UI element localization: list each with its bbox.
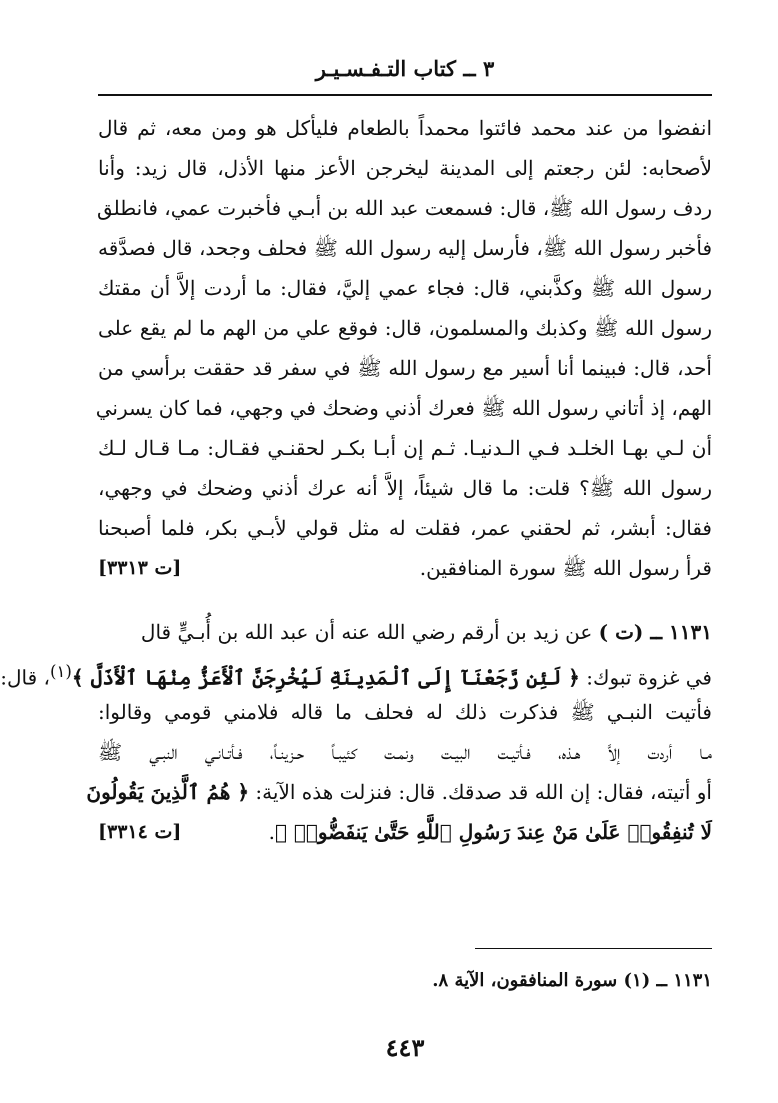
text-line: لأصحابه: لئن رجعتم إلى المدينة ليخرجن الأعز منها الأذل، قال زيد: وأنا — [98, 156, 712, 180]
text-line: الهم، إذ أتاني رسول الله ﷺ فعرك أذني وضحك في وجهي، فما كان يسرني — [95, 396, 712, 420]
hadith-text: ، قال: — [0, 665, 50, 690]
text-line: ردف رسول الله ﷺ، قال: فسمعت عبد الله بن أبـي فأخبرت عمي، فانطلق — [96, 196, 712, 220]
text-line: مـا أردت إلاَّ هـذه، فـأتيـت البيـت ونمـت كئيبـاً حـزينـاً، فـأتـانـي النبـي ﷺ — [98, 740, 712, 764]
hadith-1131-line — [98, 812, 712, 852]
hadith-text: أو أتيته، فقال: إن الله قد صدقك. قال: فنزلت هذه الآية: — [249, 780, 712, 804]
quran-verse: ﴿ لَئِن رَّجَعْنَآ إِلَى ٱلْمَدِينَةِ لَيُخْرِجَنَّ ٱلْأَعَزُّ مِنْهَا ٱلْأَذَلَّ ﴾ — [71, 665, 580, 690]
quran-verse: ﴿ هُمُ ٱلَّذِينَ يَقُولُونَ — [86, 780, 250, 804]
hadith-text: عن زيد بن أرقم رضي الله عنه أن عبد الله بن أُبـيٍّ قال — [140, 620, 599, 644]
hadith-1131-opening — [98, 612, 712, 652]
hadith-text: في غزوة تبوك: — [579, 665, 712, 690]
text-line: رسول الله ﷺ وكذبك والمسلمون، قال: فوقع علي من الهم ما لم يقع على — [98, 316, 712, 340]
running-header: ٣ ــ كتاب التـفـسـيـر — [315, 56, 495, 81]
text-line-last: قرأ رسول الله ﷺ سورة المنافقين. — [419, 556, 712, 580]
hadith-number: ١١٣١ ــ (ت ) — [598, 620, 712, 644]
text-line: فقال: أبشر، ثم لحقني عمر، فقلت له مثل قولي لأبـي بكر، فلما أصبحنا — [98, 516, 712, 540]
citation-tirmidhi-3314: [ت ٣٣١٤] — [98, 821, 182, 843]
text-line: انفضوا من عند محمد فائتوا محمداً بالطعام فليأكل هو ومن معه، ثم قال — [98, 116, 712, 140]
page-number: ٤٤٣ — [385, 1033, 425, 1062]
text-line: فأتيت النبـي ﷺ فذكرت ذلك له فحلف ما قاله فلامني قومي وقالوا: — [98, 700, 712, 724]
text-line: أن لـي بهـا الخلـد فـي الـدنيـا. ثـم إن أبـا بكـر لحقنـي فقـال: مـا قـال لـك — [98, 436, 712, 460]
footnote-marker: (١) — [49, 662, 72, 681]
footnote-rule — [475, 948, 712, 949]
text-line: رسول الله ﷺ؟ قلت: ما قال شيئاً، إلاَّ أنه عرك أذني وضحك في وجهي، — [98, 476, 712, 500]
citation-tirmidhi-3313: [ت ٣٣١٣] — [98, 557, 182, 579]
quran-verse: لَا تُنفِقُوا۟ عَلَىٰ مَنْ عِندَ رَسُولِ ٱللَّهِ حَتَّىٰ يَنفَضُّوا۟ ﴾ — [274, 820, 712, 844]
text-line: فأخبر رسول الله ﷺ، فأرسل إليه رسول الله ﷺ فحلف وجحد، قال فصدَّقه — [98, 236, 712, 260]
text-line: رسول الله ﷺ وكذَّبني، قال: فجاء عمي إليَّ، فقال: ما أردت إلاَّ أن مقتك — [98, 276, 712, 300]
header-rule — [98, 94, 712, 96]
hadith-text: . — [268, 820, 275, 844]
hadith-1131-line — [86, 772, 712, 812]
hadith-1131-line — [0, 652, 712, 692]
footnote: ١١٣١ ــ (١) سورة المنافقون، الآية ٨. — [432, 970, 712, 991]
text-line: أحد، قال: فبينما أنا أسير مع رسول الله ﷺ في سفر قد حققت برأسي من — [98, 356, 712, 380]
